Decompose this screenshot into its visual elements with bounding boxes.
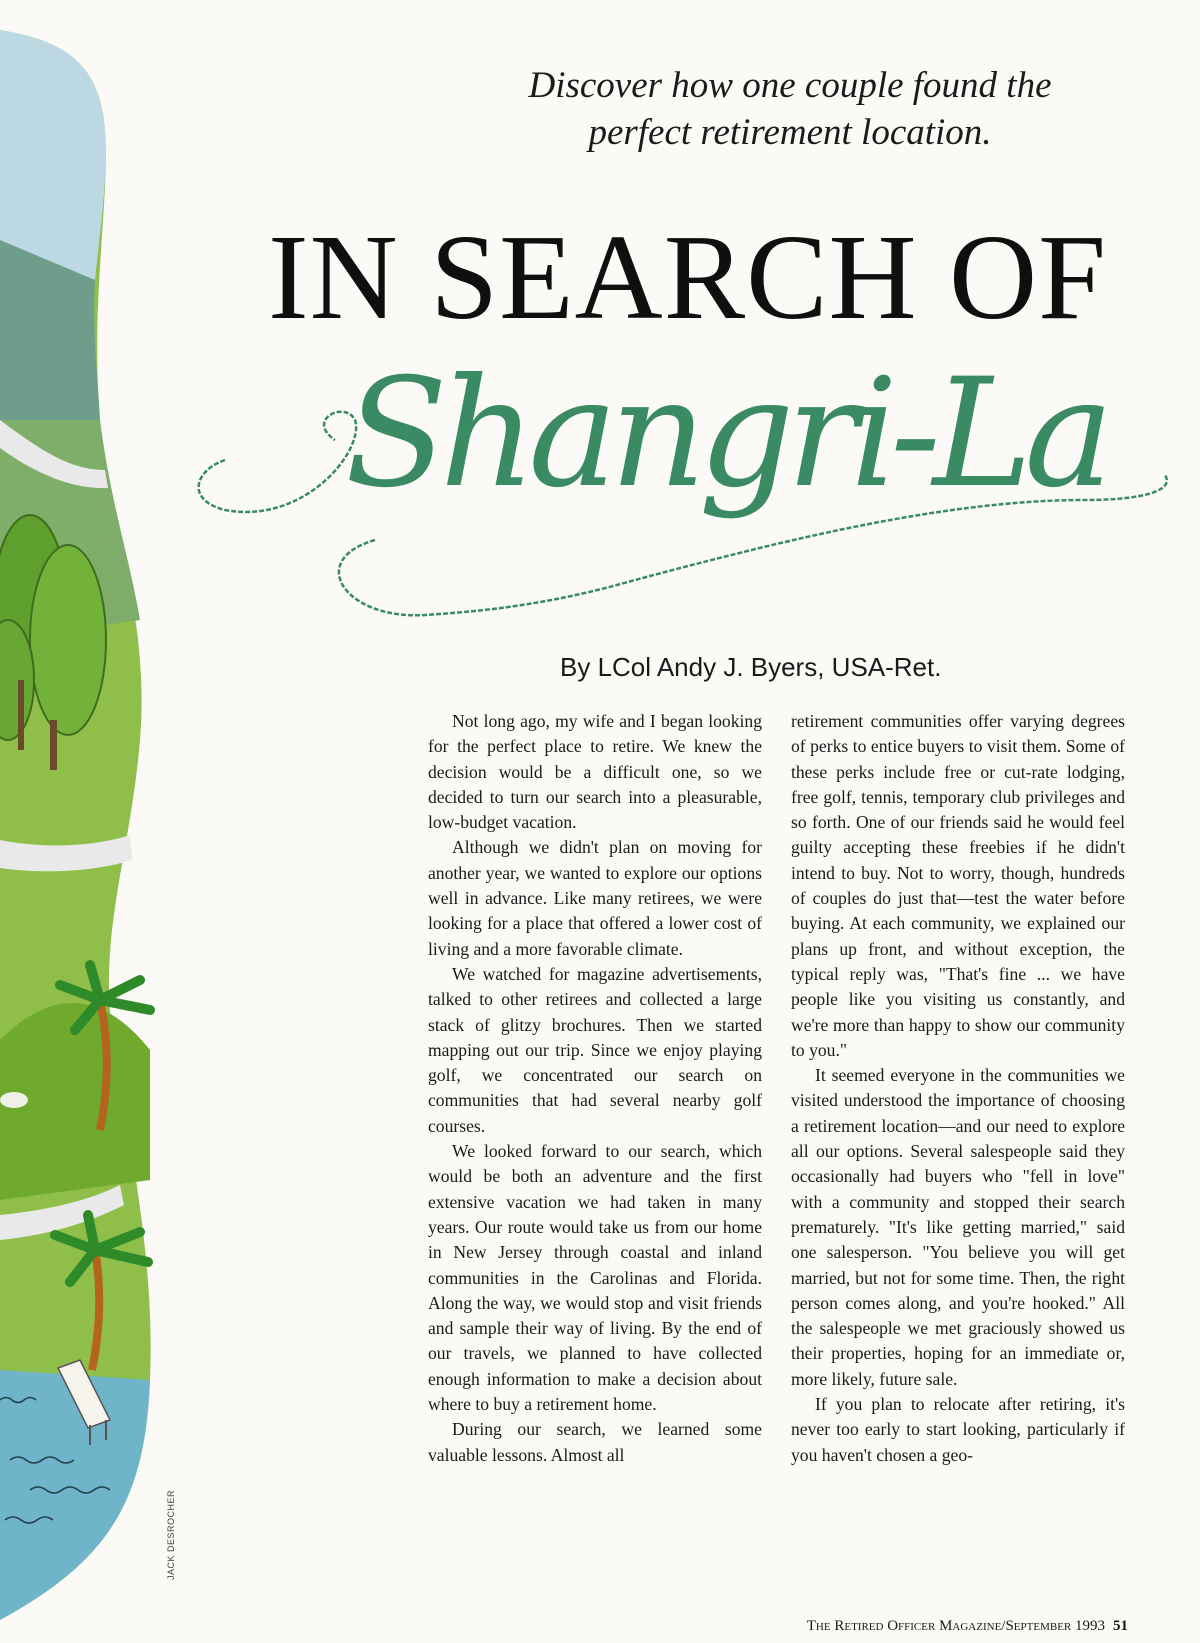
byline: By LCol Andy J. Byers, USA-Ret. [560,652,942,682]
paragraph: retirement communities offer varying degrees of perks to entice buyers to visit them. Some of these perks include free or cut-rate lodging, free golf, tennis, temporary club privileges and so forth. One of our friends said he would feel guilty accepting these freebies if he didn't intend to buy. Not to worry, though, hundreds of couples do just that—test the water before buying. At each community, we explained our plans up front, and without exception, the typical reply was, "That's fine ... we have people like you visiting us constantly, and we're more than happy to show our community to you." [791,711,1125,1060]
paragraph: If you plan to relocate after retiring, it's never too early to start looking, particularly if you haven't chosen a geo- [791,1394,1125,1465]
landscape-illustration [0,0,170,1643]
dek-line-1: Discover how one couple found the [528,65,1052,106]
headline: IN SEARCH OF [268,210,1108,345]
illustration-credit-text: JACK DESROCHER [166,1489,176,1580]
paragraph: Not long ago, my wife and I began looking for the perfect place to retire. We knew the decision would be a difficult one, so we decided to turn our search into a pleasurable, low-budget vacation. [428,711,762,833]
article-column-2 [791,709,1125,1468]
paragraph: We looked forward to our search, which would be both an adventure and the first extensive vacation we had taken in many years. Our route would take us from our home in New Jersey through coastal and inland communities in the Carolinas and Florida. Along the way, we would stop and visit friends and sample their way of living. By the end of our travels, we planned to have collected enough information to make a decision about where to buy a retirement home. [428,1141,762,1415]
sand-trap [0,1092,28,1108]
article-dek [420,62,1160,156]
article-column-1 [428,709,762,1468]
paragraph: Although we didn't plan on moving for another year, we wanted to explore our options well in advance. Like many retirees, we were looking for a place that offered a lower cost of living and a more favorable climate. [428,837,762,959]
publication-name: The Retired Officer Magazine/September 1993 [806,1618,1105,1634]
page-number: 51 [1113,1618,1128,1634]
paragraph: It seemed everyone in the communities we visited understood the importance of choosing a retirement location—and our need to explore all our options. Several salespeople said they occasionally had buyers who "fell in love" with a community and stopped their search prematurely. "It's like getting married," said one salesperson. "You believe you will get married, but not for some time. Then, the right person comes along, and you're hooked." All the salespeople we met graciously showed us their properties, hoping for an immediate or, more likely, future sale. [791,1065,1125,1389]
headline-script-graphic [185,300,1185,660]
sky-area [0,30,106,280]
lake [0,1370,150,1620]
headline-script: Shangri-La [345,347,1106,521]
dek-line-2: perfect retirement location. [588,112,992,153]
illustration-credit [166,1489,186,1620]
paragraph: We watched for magazine advertisements, talked to other retirees and collected a large stack of glitzy brochures. Then we started mapping out our trip. Since we enjoy playing golf, we concentrated our search on communities that had several nearby golf courses. [428,963,762,1136]
paragraph: During our search, we learned some valuable lessons. Almost all [428,1419,762,1465]
page-footer [807,1618,1128,1635]
